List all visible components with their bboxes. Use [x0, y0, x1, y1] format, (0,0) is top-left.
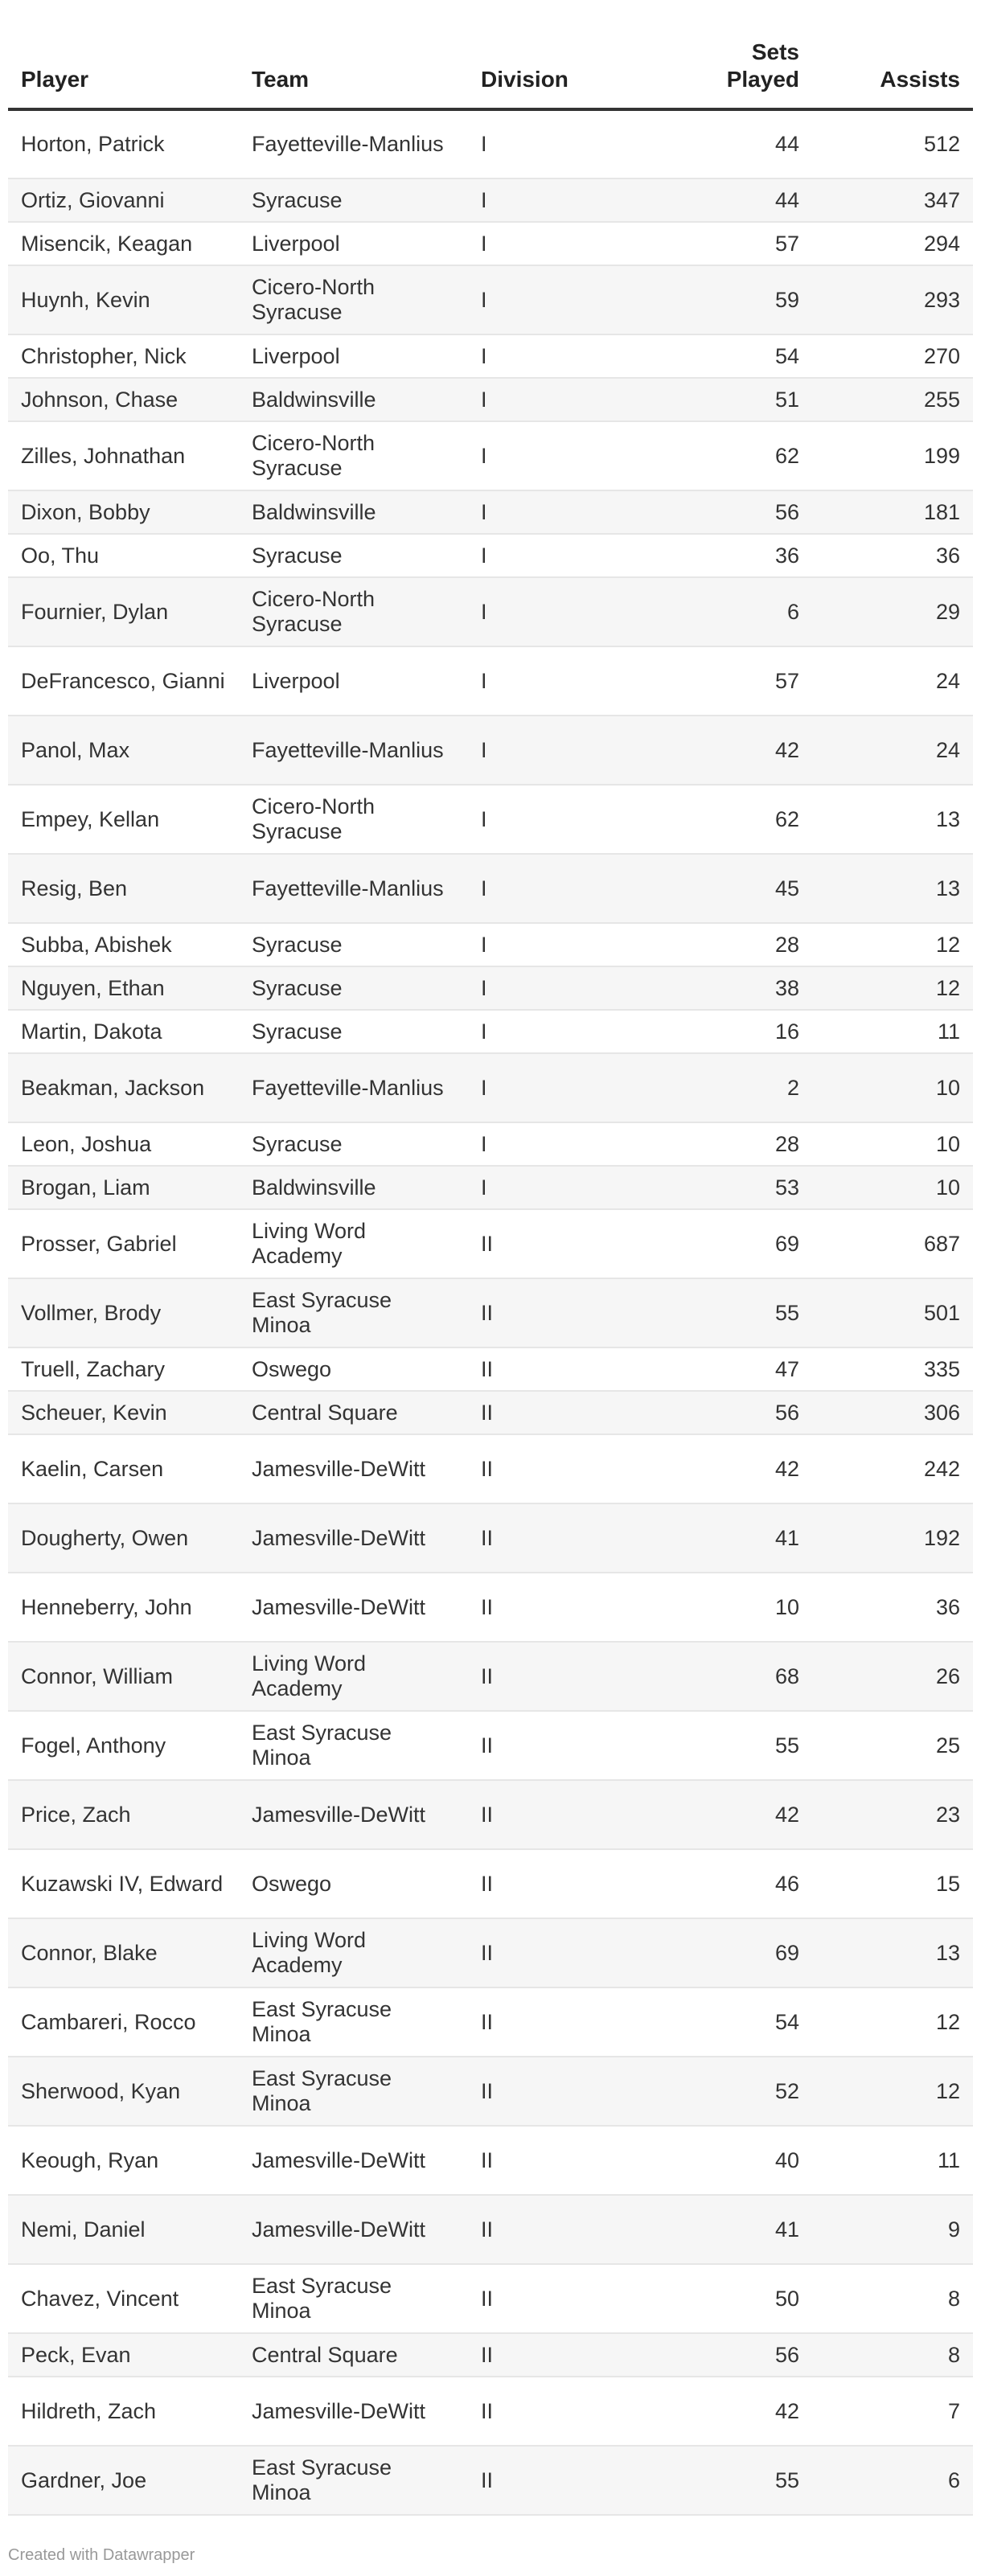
data-table-container	[8, 0, 973, 2516]
table-body	[8, 109, 973, 2515]
cell-team: Syracuse	[239, 923, 468, 966]
cell-division: II	[468, 1278, 629, 1347]
cell-sets-played: 45	[629, 854, 812, 923]
cell-division: II	[468, 1780, 629, 1849]
cell-division: II	[468, 1987, 629, 2057]
cell-sets-played: 38	[629, 966, 812, 1010]
cell-player: Nguyen, Ethan	[8, 966, 239, 1010]
cell-assists: 294	[812, 222, 973, 265]
cell-sets-played: 50	[629, 2264, 812, 2333]
cell-sets-played: 55	[629, 1711, 812, 1780]
cell-division: I	[468, 923, 629, 966]
cell-team: Baldwinsville	[239, 378, 468, 421]
cell-division: I	[468, 646, 629, 716]
cell-player: Chavez, Vincent	[8, 2264, 239, 2333]
cell-team: East Syracuse Minoa	[239, 1987, 468, 2057]
cell-division: II	[468, 1642, 629, 1711]
cell-assists: 242	[812, 1434, 973, 1503]
cell-division: I	[468, 1010, 629, 1053]
cell-sets-played: 40	[629, 2126, 812, 2195]
cell-division: II	[468, 1347, 629, 1391]
cell-division: I	[468, 265, 629, 334]
cell-sets-played: 51	[629, 378, 812, 421]
cell-division: I	[468, 222, 629, 265]
cell-team: Fayetteville-Manlius	[239, 109, 468, 178]
cell-sets-played: 57	[629, 222, 812, 265]
cell-sets-played: 69	[629, 1918, 812, 1987]
cell-team: Fayetteville-Manlius	[239, 1053, 468, 1122]
table-row	[8, 1209, 973, 1278]
cell-sets-played: 54	[629, 1987, 812, 2057]
cell-assists: 10	[812, 1122, 973, 1166]
table-row	[8, 1849, 973, 1918]
cell-assists: 687	[812, 1209, 973, 1278]
cell-assists: 270	[812, 334, 973, 378]
cell-division: II	[468, 2333, 629, 2377]
cell-assists: 11	[812, 1010, 973, 1053]
table-row	[8, 1347, 973, 1391]
cell-division: I	[468, 1053, 629, 1122]
cell-team: Living Word Academy	[239, 1918, 468, 1987]
header-team[interactable]	[239, 0, 468, 109]
cell-sets-played: 28	[629, 923, 812, 966]
cell-team: East Syracuse Minoa	[239, 2057, 468, 2126]
cell-team: Jamesville-DeWitt	[239, 2377, 468, 2446]
cell-assists: 255	[812, 378, 973, 421]
table-row	[8, 2333, 973, 2377]
cell-player: Keough, Ryan	[8, 2126, 239, 2195]
cell-sets-played: 10	[629, 1573, 812, 1642]
cell-sets-played: 69	[629, 1209, 812, 1278]
cell-sets-played: 52	[629, 2057, 812, 2126]
cell-assists: 25	[812, 1711, 973, 1780]
cell-sets-played: 42	[629, 2377, 812, 2446]
cell-division: II	[468, 1391, 629, 1434]
cell-division: I	[468, 178, 629, 222]
cell-player: Empey, Kellan	[8, 785, 239, 854]
table-row	[8, 265, 973, 334]
cell-assists: 192	[812, 1503, 973, 1573]
cell-sets-played: 44	[629, 109, 812, 178]
cell-division: II	[468, 1849, 629, 1918]
cell-player: Connor, William	[8, 1642, 239, 1711]
cell-assists: 12	[812, 923, 973, 966]
cell-assists: 9	[812, 2195, 973, 2264]
cell-division: II	[468, 2264, 629, 2333]
cell-sets-played: 62	[629, 421, 812, 490]
cell-assists: 12	[812, 1987, 973, 2057]
cell-team: Jamesville-DeWitt	[239, 1780, 468, 1849]
cell-team: Central Square	[239, 2333, 468, 2377]
cell-player: Cambareri, Rocco	[8, 1987, 239, 2057]
cell-player: Peck, Evan	[8, 2333, 239, 2377]
cell-player: Beakman, Jackson	[8, 1053, 239, 1122]
cell-player: Scheuer, Kevin	[8, 1391, 239, 1434]
cell-player: Gardner, Joe	[8, 2446, 239, 2515]
table-row	[8, 1122, 973, 1166]
cell-assists: 306	[812, 1391, 973, 1434]
cell-division: I	[468, 1122, 629, 1166]
cell-sets-played: 28	[629, 1122, 812, 1166]
cell-team: Cicero-North Syracuse	[239, 265, 468, 334]
cell-team: Cicero-North Syracuse	[239, 785, 468, 854]
header-sets-played[interactable]	[629, 0, 812, 109]
cell-team: Jamesville-DeWitt	[239, 1573, 468, 1642]
cell-player: Panol, Max	[8, 716, 239, 785]
cell-team: Syracuse	[239, 966, 468, 1010]
cell-assists: 10	[812, 1166, 973, 1209]
header-division-label: Division	[481, 67, 568, 92]
cell-assists: 10	[812, 1053, 973, 1122]
cell-assists: 199	[812, 421, 973, 490]
table-row	[8, 1166, 973, 1209]
table-row	[8, 577, 973, 646]
table-row	[8, 1573, 973, 1642]
table-row	[8, 421, 973, 490]
cell-sets-played: 46	[629, 1849, 812, 1918]
table-row	[8, 2446, 973, 2515]
table-row	[8, 334, 973, 378]
cell-division: I	[468, 854, 629, 923]
table-row	[8, 2264, 973, 2333]
cell-assists: 11	[812, 2126, 973, 2195]
cell-sets-played: 53	[629, 1166, 812, 1209]
cell-sets-played: 2	[629, 1053, 812, 1122]
cell-assists: 512	[812, 109, 973, 178]
cell-division: II	[468, 1711, 629, 1780]
cell-player: Christopher, Nick	[8, 334, 239, 378]
cell-assists: 12	[812, 966, 973, 1010]
cell-assists: 29	[812, 577, 973, 646]
cell-player: Leon, Joshua	[8, 1122, 239, 1166]
cell-player: Horton, Patrick	[8, 109, 239, 178]
header-player-label: Player	[21, 67, 89, 92]
cell-sets-played: 44	[629, 178, 812, 222]
table-row	[8, 2195, 973, 2264]
table-row	[8, 1987, 973, 2057]
cell-team: Syracuse	[239, 534, 468, 577]
header-team-label: Team	[252, 67, 310, 92]
cell-team: Liverpool	[239, 334, 468, 378]
cell-player: Dixon, Bobby	[8, 490, 239, 534]
cell-player: Henneberry, John	[8, 1573, 239, 1642]
cell-division: I	[468, 378, 629, 421]
table-row	[8, 109, 973, 178]
cell-sets-played: 57	[629, 646, 812, 716]
cell-player: Sherwood, Kyan	[8, 2057, 239, 2126]
cell-sets-played: 42	[629, 1434, 812, 1503]
table-row	[8, 2057, 973, 2126]
cell-sets-played: 55	[629, 1278, 812, 1347]
cell-division: I	[468, 716, 629, 785]
cell-division: I	[468, 577, 629, 646]
cell-sets-played: 55	[629, 2446, 812, 2515]
cell-player: Dougherty, Owen	[8, 1503, 239, 1573]
cell-sets-played: 41	[629, 1503, 812, 1573]
table-row	[8, 534, 973, 577]
cell-player: Prosser, Gabriel	[8, 1209, 239, 1278]
cell-division: II	[468, 1503, 629, 1573]
cell-assists: 293	[812, 265, 973, 334]
cell-team: Jamesville-DeWitt	[239, 2195, 468, 2264]
table-row	[8, 222, 973, 265]
cell-division: II	[468, 1918, 629, 1987]
cell-team: East Syracuse Minoa	[239, 1278, 468, 1347]
table-row	[8, 785, 973, 854]
cell-assists: 501	[812, 1278, 973, 1347]
cell-division: I	[468, 421, 629, 490]
cell-player: Vollmer, Brody	[8, 1278, 239, 1347]
cell-team: Jamesville-DeWitt	[239, 1434, 468, 1503]
header-sets-line1: Sets	[751, 39, 799, 64]
cell-team: East Syracuse Minoa	[239, 1711, 468, 1780]
cell-assists: 15	[812, 1849, 973, 1918]
cell-team: Central Square	[239, 1391, 468, 1434]
cell-assists: 24	[812, 646, 973, 716]
cell-division: I	[468, 534, 629, 577]
cell-assists: 6	[812, 2446, 973, 2515]
table-row	[8, 1010, 973, 1053]
table-row	[8, 2126, 973, 2195]
header-row	[8, 0, 973, 109]
cell-sets-played: 54	[629, 334, 812, 378]
table-row	[8, 854, 973, 923]
cell-team: Fayetteville-Manlius	[239, 854, 468, 923]
table-row	[8, 716, 973, 785]
cell-player: Subba, Abishek	[8, 923, 239, 966]
cell-player: Zilles, Johnathan	[8, 421, 239, 490]
cell-team: Fayetteville-Manlius	[239, 716, 468, 785]
table-row	[8, 1711, 973, 1780]
table-row	[8, 1434, 973, 1503]
assists-table	[8, 0, 973, 2516]
footer-credit: Created with Datawrapper	[8, 2546, 195, 2564]
cell-player: Hildreth, Zach	[8, 2377, 239, 2446]
cell-division: II	[468, 1209, 629, 1278]
cell-assists: 7	[812, 2377, 973, 2446]
cell-player: Resig, Ben	[8, 854, 239, 923]
cell-assists: 36	[812, 1573, 973, 1642]
header-assists[interactable]	[812, 0, 973, 109]
table-row	[8, 1918, 973, 1987]
cell-team: Syracuse	[239, 1122, 468, 1166]
cell-sets-played: 47	[629, 1347, 812, 1391]
table-header	[8, 0, 973, 109]
cell-division: I	[468, 334, 629, 378]
cell-division: II	[468, 1434, 629, 1503]
cell-sets-played: 56	[629, 1391, 812, 1434]
cell-player: DeFrancesco, Gianni	[8, 646, 239, 716]
cell-team: Baldwinsville	[239, 1166, 468, 1209]
cell-assists: 26	[812, 1642, 973, 1711]
cell-player: Kaelin, Carsen	[8, 1434, 239, 1503]
cell-division: II	[468, 2195, 629, 2264]
cell-division: II	[468, 2377, 629, 2446]
table-row	[8, 1642, 973, 1711]
table-row	[8, 1053, 973, 1122]
cell-assists: 36	[812, 534, 973, 577]
cell-team: Cicero-North Syracuse	[239, 577, 468, 646]
cell-team: Jamesville-DeWitt	[239, 2126, 468, 2195]
cell-assists: 23	[812, 1780, 973, 1849]
cell-assists: 13	[812, 854, 973, 923]
cell-player: Connor, Blake	[8, 1918, 239, 1987]
cell-team: Living Word Academy	[239, 1209, 468, 1278]
cell-division: II	[468, 2446, 629, 2515]
cell-assists: 8	[812, 2333, 973, 2377]
table-row	[8, 1278, 973, 1347]
cell-division: II	[468, 1573, 629, 1642]
header-assists-label: Assists	[880, 67, 960, 92]
table-row	[8, 1780, 973, 1849]
table-row	[8, 923, 973, 966]
cell-assists: 8	[812, 2264, 973, 2333]
cell-division: I	[468, 1166, 629, 1209]
cell-assists: 335	[812, 1347, 973, 1391]
cell-division: II	[468, 2126, 629, 2195]
cell-assists: 13	[812, 1918, 973, 1987]
cell-sets-played: 16	[629, 1010, 812, 1053]
cell-team: East Syracuse Minoa	[239, 2446, 468, 2515]
cell-player: Oo, Thu	[8, 534, 239, 577]
cell-division: I	[468, 785, 629, 854]
cell-sets-played: 68	[629, 1642, 812, 1711]
cell-sets-played: 59	[629, 265, 812, 334]
cell-team: Cicero-North Syracuse	[239, 421, 468, 490]
cell-player: Martin, Dakota	[8, 1010, 239, 1053]
table-row	[8, 1503, 973, 1573]
cell-team: Living Word Academy	[239, 1642, 468, 1711]
cell-player: Johnson, Chase	[8, 378, 239, 421]
cell-player: Truell, Zachary	[8, 1347, 239, 1391]
header-sets-line2: Played	[726, 67, 799, 92]
table-row	[8, 646, 973, 716]
table-row	[8, 178, 973, 222]
cell-sets-played: 42	[629, 1780, 812, 1849]
cell-division: I	[468, 490, 629, 534]
cell-player: Fogel, Anthony	[8, 1711, 239, 1780]
table-row	[8, 2377, 973, 2446]
header-player[interactable]	[8, 0, 239, 109]
cell-player: Kuzawski IV, Edward	[8, 1849, 239, 1918]
cell-team: Oswego	[239, 1849, 468, 1918]
cell-team: Jamesville-DeWitt	[239, 1503, 468, 1573]
table-row	[8, 966, 973, 1010]
cell-player: Brogan, Liam	[8, 1166, 239, 1209]
cell-team: Syracuse	[239, 1010, 468, 1053]
cell-player: Fournier, Dylan	[8, 577, 239, 646]
cell-assists: 12	[812, 2057, 973, 2126]
cell-player: Nemi, Daniel	[8, 2195, 239, 2264]
cell-sets-played: 42	[629, 716, 812, 785]
cell-player: Misencik, Keagan	[8, 222, 239, 265]
cell-player: Price, Zach	[8, 1780, 239, 1849]
cell-assists: 13	[812, 785, 973, 854]
cell-division: I	[468, 966, 629, 1010]
cell-team: Oswego	[239, 1347, 468, 1391]
cell-sets-played: 6	[629, 577, 812, 646]
cell-division: I	[468, 109, 629, 178]
cell-sets-played: 36	[629, 534, 812, 577]
cell-sets-played: 56	[629, 2333, 812, 2377]
cell-team: East Syracuse Minoa	[239, 2264, 468, 2333]
table-row	[8, 1391, 973, 1434]
cell-assists: 347	[812, 178, 973, 222]
cell-team: Liverpool	[239, 222, 468, 265]
cell-team: Liverpool	[239, 646, 468, 716]
cell-player: Ortiz, Giovanni	[8, 178, 239, 222]
header-division[interactable]	[468, 0, 629, 109]
cell-team: Baldwinsville	[239, 490, 468, 534]
cell-division: II	[468, 2057, 629, 2126]
cell-sets-played: 56	[629, 490, 812, 534]
cell-sets-played: 41	[629, 2195, 812, 2264]
table-row	[8, 378, 973, 421]
cell-team: Syracuse	[239, 178, 468, 222]
cell-sets-played: 62	[629, 785, 812, 854]
cell-assists: 181	[812, 490, 973, 534]
table-row	[8, 490, 973, 534]
cell-assists: 24	[812, 716, 973, 785]
cell-player: Huynh, Kevin	[8, 265, 239, 334]
